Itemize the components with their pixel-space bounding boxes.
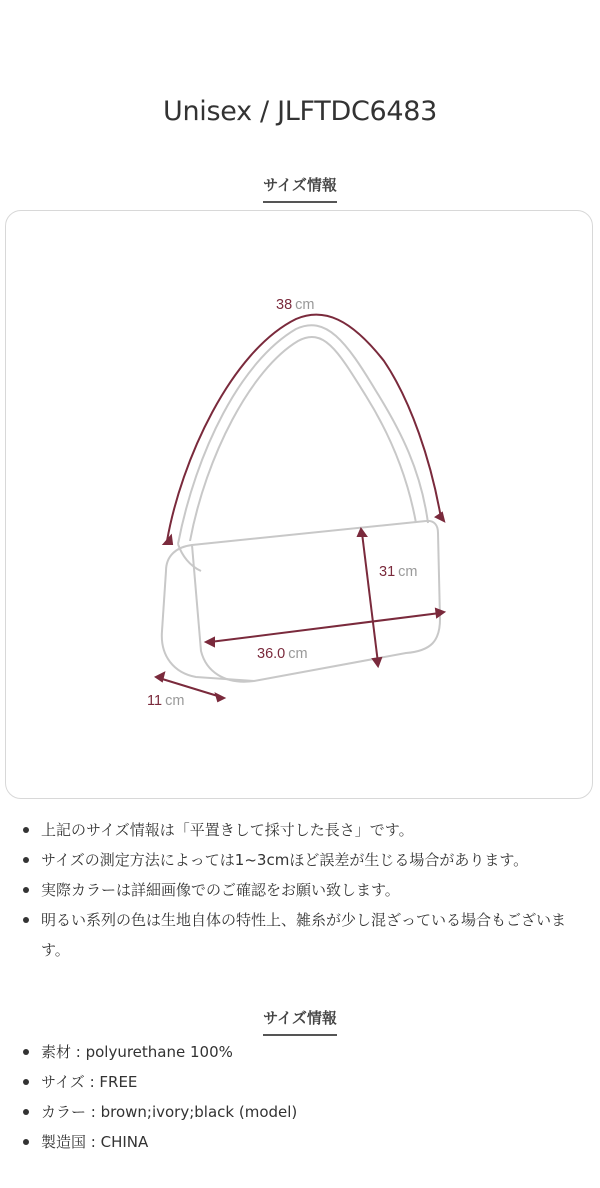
- list-item: サイズ : FREE: [22, 1067, 592, 1097]
- list-item: 実際カラーは詳細画像でのご確認をお願い致します。: [22, 875, 592, 905]
- product-info-list: [22, 1037, 592, 1157]
- list-item: カラー : brown;ivory;black (model): [22, 1097, 592, 1127]
- strap-length-value: 38: [276, 297, 293, 313]
- width-arrow-start: [206, 638, 214, 646]
- dimension-lines: [156, 315, 444, 701]
- strap-length-label: [276, 297, 314, 313]
- width-arrow-end: [436, 609, 444, 617]
- depth-arrow-start: [156, 673, 164, 681]
- list-item: 製造国 : CHINA: [22, 1127, 592, 1157]
- depth-value: 11: [147, 693, 163, 709]
- size-diagram-card: [5, 210, 593, 799]
- height-arrow-start: [358, 529, 366, 536]
- strap-arrow-end: [436, 513, 444, 521]
- strap-inner: [190, 337, 416, 541]
- height-label: [379, 564, 417, 580]
- size-info-heading-text: サイズ情報: [263, 174, 337, 203]
- size-notes-list: [22, 815, 592, 965]
- bag-outline: [162, 325, 440, 681]
- strap-dimension-line: [167, 315, 441, 541]
- strap-length-unit: cm: [295, 297, 315, 313]
- height-value: 31: [379, 564, 396, 580]
- bag-body-side: [162, 545, 254, 681]
- product-title: Unisex / JLFTDC6483: [162, 96, 438, 127]
- width-value: 36.0: [257, 646, 286, 662]
- depth-label: [147, 693, 184, 709]
- width-label: [257, 646, 308, 662]
- depth-unit: cm: [165, 693, 185, 709]
- product-info-heading: [0, 1007, 600, 1036]
- height-arrow-end: [373, 658, 381, 666]
- bag-body-front: [192, 521, 440, 682]
- width-unit: cm: [288, 646, 308, 662]
- width-dimension-line: [210, 613, 440, 642]
- height-dimension-line: [362, 533, 378, 663]
- list-item: サイズの測定方法によっては1~3cmほど誤差が生じる場合があります。: [22, 845, 592, 875]
- list-item: 素材 : polyurethane 100%: [22, 1037, 592, 1067]
- product-info-heading-text: サイズ情報: [263, 1007, 337, 1036]
- list-item: 上記のサイズ情報は「平置きして採寸した長さ」です。: [22, 815, 592, 845]
- list-item: 明るい系列の色は生地自体の特性上、雑糸が少し混ざっている場合もございます。: [22, 905, 592, 965]
- size-info-heading: [0, 174, 600, 203]
- strap-outer: [178, 325, 428, 544]
- depth-arrow-end: [216, 694, 224, 701]
- height-unit: cm: [398, 564, 418, 580]
